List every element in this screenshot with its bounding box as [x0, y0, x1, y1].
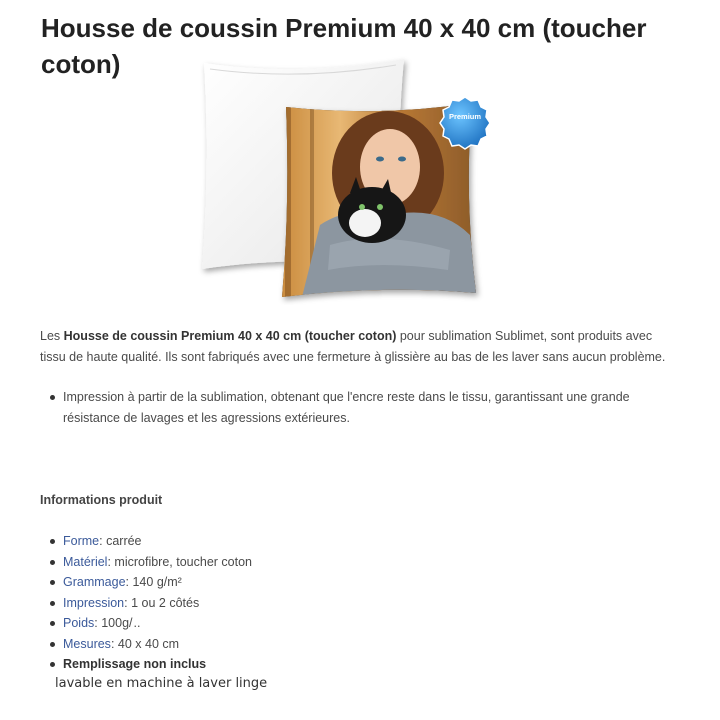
spec-item-grammage: Grammage: 140 g/m² [44, 572, 444, 593]
info-heading: Informations produit [40, 493, 163, 507]
spec-item-materiel: Matériel: microfibre, toucher coton [44, 552, 444, 573]
washing-note: lavable en machine à laver linge [55, 676, 268, 691]
premium-badge-label: Premium [448, 112, 482, 121]
spec-item-remplissage: Remplissage non inclus [44, 654, 444, 675]
spec-value: 1 ou 2 côtés [131, 595, 200, 610]
spec-value: 100g/ .. [101, 616, 141, 630]
product-title: Housse de coussin Premium 40 x 40 cm (toucher coton) [41, 13, 647, 79]
spec-key: Matériel [63, 554, 108, 569]
feature-item: Impression à partir de la sublimation, obtenant que l'encre reste dans le tissu, garantissant une grande résistance de lavages et les agressions extérieures. [44, 387, 664, 429]
product-image [190, 55, 500, 305]
spec-value: 40 x 40 cm [117, 636, 180, 651]
spec-value: microfibre, toucher coton [114, 554, 252, 569]
spec-value: 140 g/m² [132, 575, 182, 589]
spec-item-poids: Poids: 100g/ .. [44, 613, 444, 634]
spec-key: Forme [63, 534, 100, 548]
spec-list [44, 531, 444, 675]
spec-key: Impression [63, 595, 125, 610]
product-description [40, 326, 680, 368]
description-product-name: Housse de coussin Premium 40 x 40 cm (toucher coton) [63, 329, 397, 343]
spec-item-impression: Impression: 1 ou 2 côtés [44, 593, 444, 614]
description-prefix: Les [40, 329, 64, 343]
description-body: pour sublimation Sublimet, sont produits avec tissu de haute qualité. Ils sont fabriqués avec une fermeture à glissière au bas de les laver sans aucun problème. [40, 329, 666, 364]
spec-item-mesures: Mesures: 40 x 40 cm [44, 634, 444, 655]
spec-key: Poids [63, 616, 95, 630]
spec-item-forme: Forme: carrée [44, 531, 444, 552]
feature-list [44, 387, 664, 429]
spec-value: carrée [106, 534, 142, 548]
spec-key: Grammage [63, 575, 126, 589]
spec-key: Mesures [63, 636, 111, 651]
